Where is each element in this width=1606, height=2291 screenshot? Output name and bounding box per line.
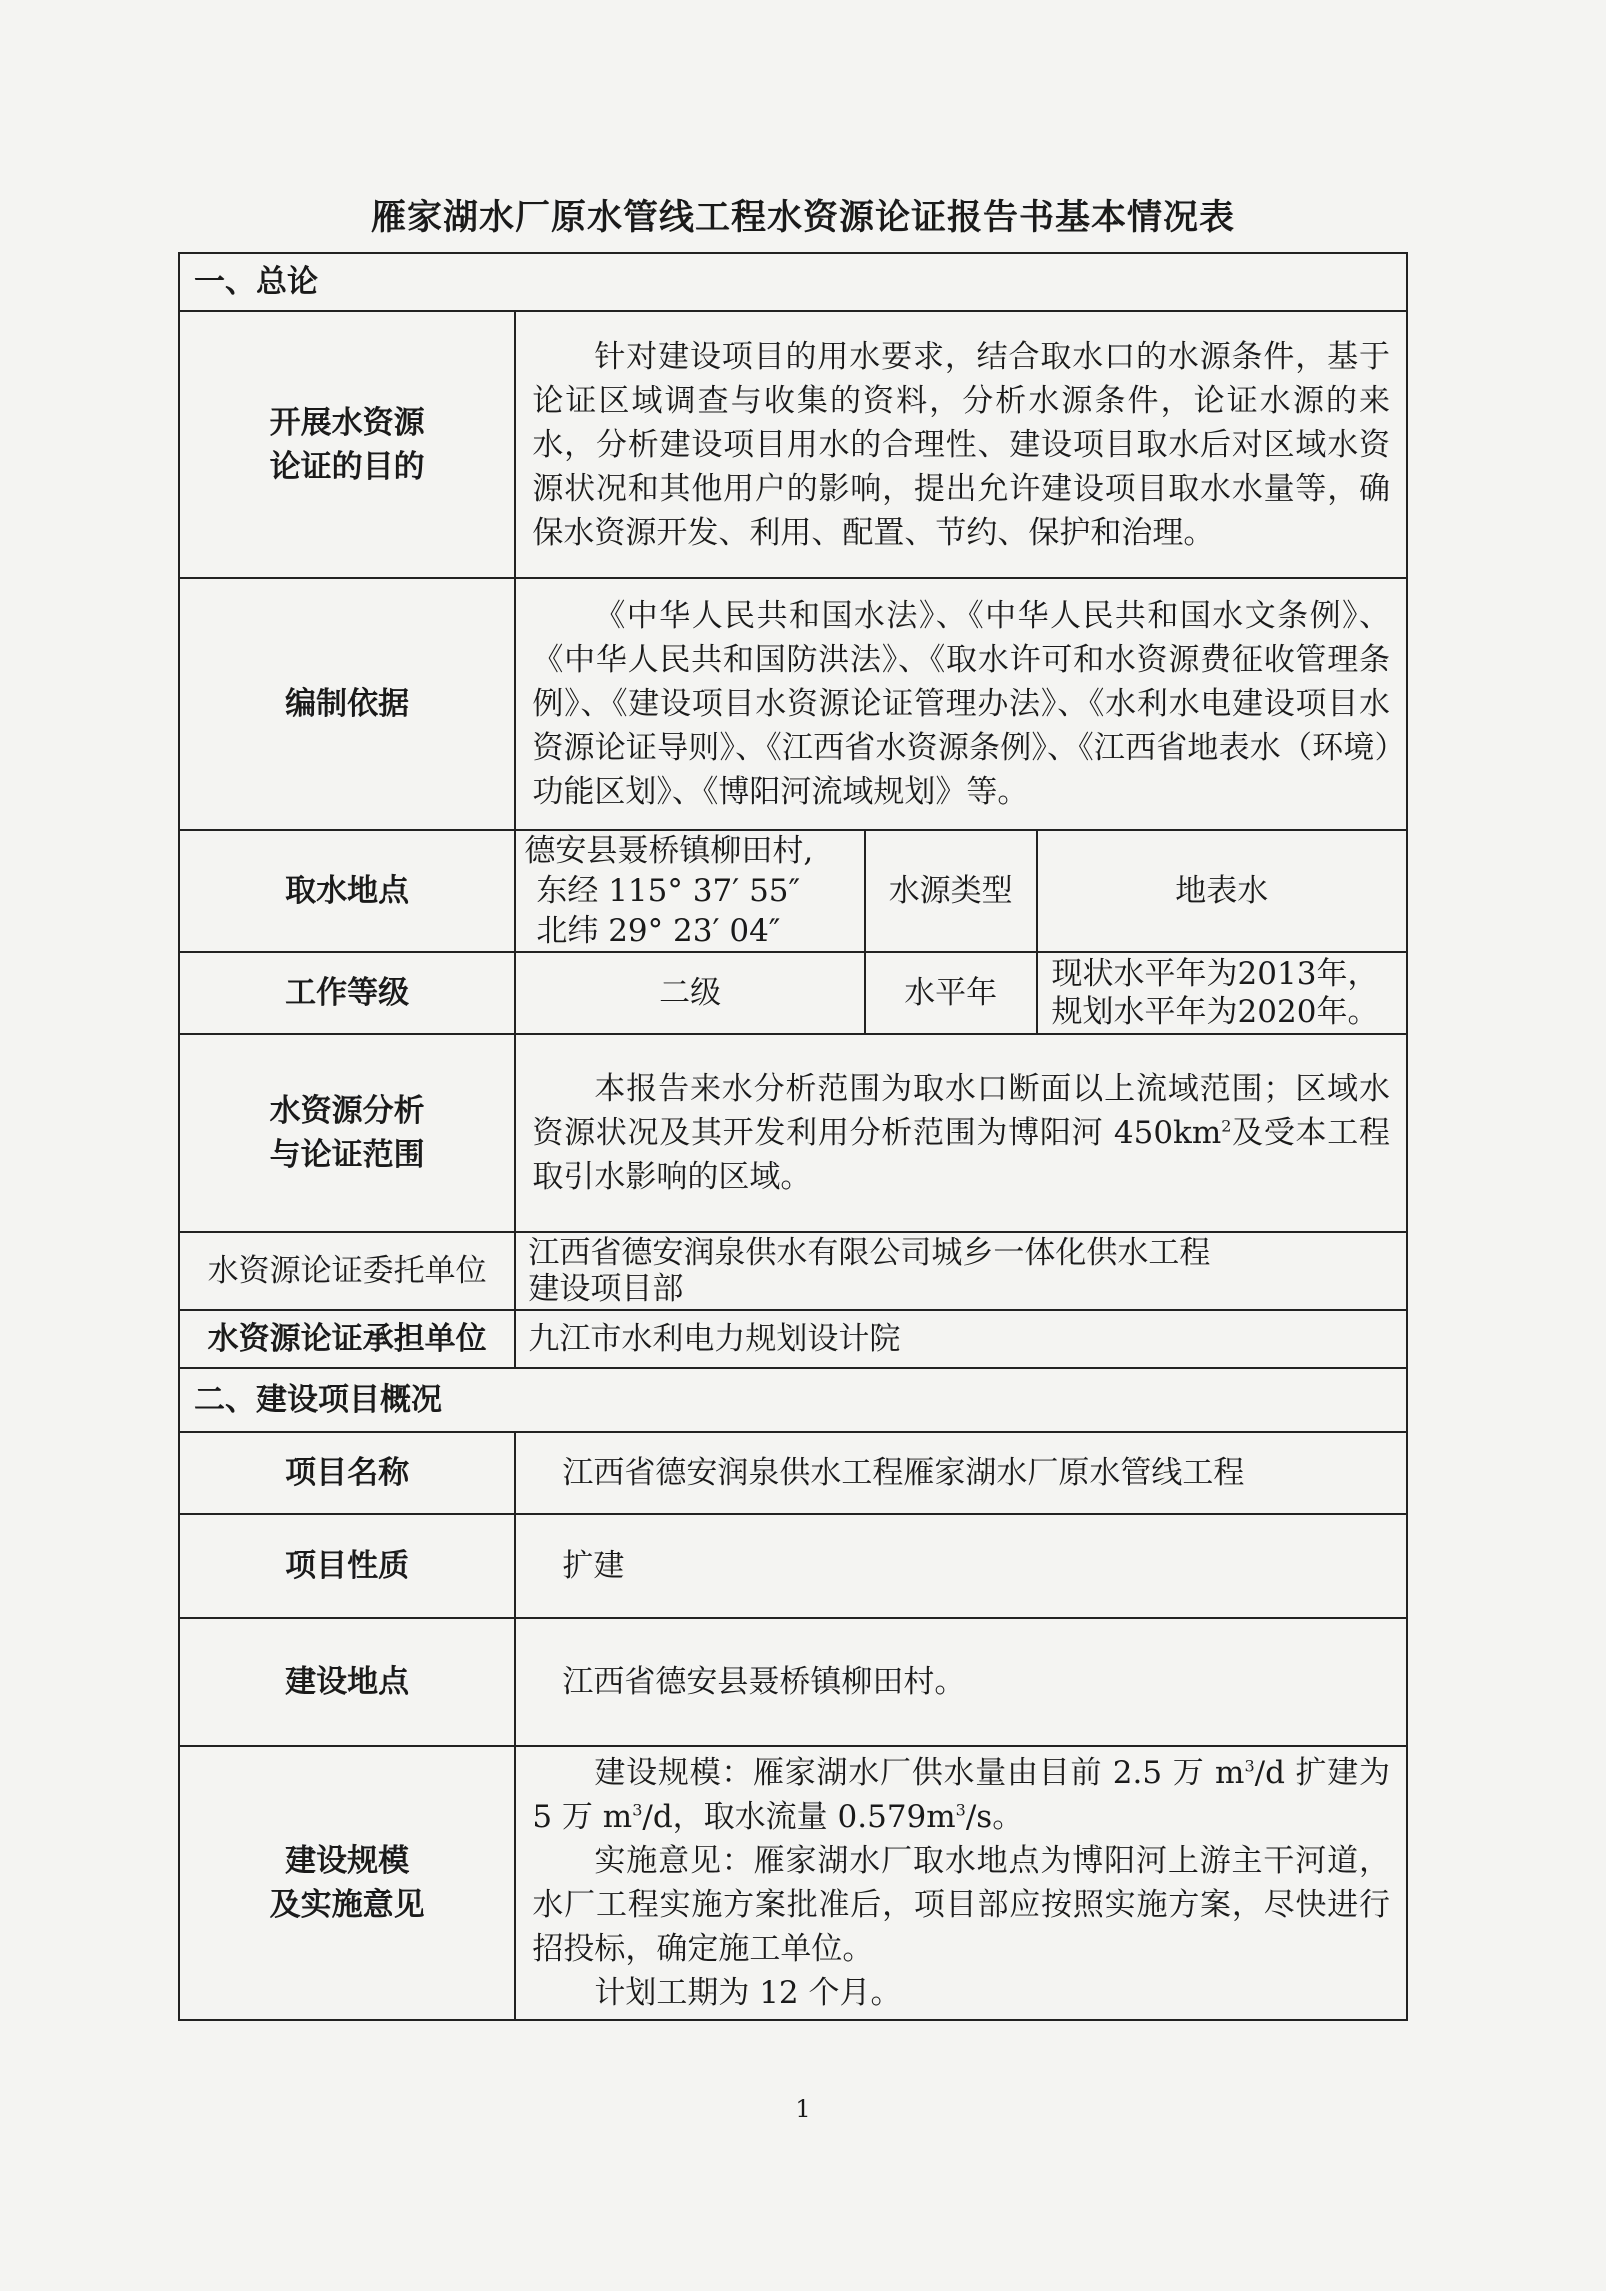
project-scale-label: 建设规模 及实施意见 <box>179 1746 515 2020</box>
project-location-label: 建设地点 <box>179 1618 515 1746</box>
intake-row <box>179 830 1407 952</box>
project-name-row <box>179 1432 1407 1514</box>
project-nature-value: 扩建 <box>515 1514 1407 1618</box>
purpose-text: 针对建设项目的用水要求，结合取水口的水源条件，基于论证区域调查与收集的资料，分析水源条件，论证水源的来水，分析建设项目用水的合理性、建设项目取水后对区域水资源状况和其他用户的影响，提出允许建设项目取水水量等，确保水资源开发、利用、配置、节约、保护和治理。 <box>515 311 1407 578</box>
section-heading-overview: 一、总论 <box>179 253 1407 311</box>
intake-location: 德安县聂桥镇柳田村, 东经 115° 37′ 55″ 北纬 29° 23′ 04″ <box>515 830 864 952</box>
section-overview-row <box>179 253 1407 311</box>
section-project-row <box>179 1368 1407 1432</box>
undertaker-row <box>179 1310 1407 1368</box>
client-label: 水资源论证委托单位 <box>179 1232 515 1310</box>
project-nature-label: 项目性质 <box>179 1514 515 1618</box>
grade-label: 工作等级 <box>179 952 515 1034</box>
undertaker-value: 九江市水利电力规划设计院 <box>515 1310 1407 1368</box>
level-year-label: 水平年 <box>865 952 1037 1034</box>
project-nature-row <box>179 1514 1407 1618</box>
project-scale-row <box>179 1746 1407 2020</box>
page-title: 雁家湖水厂原水管线工程水资源论证报告书基本情况表 <box>370 198 1235 238</box>
project-location-row <box>179 1618 1407 1746</box>
scope-text: 本报告来水分析范围为取水口断面以上流域范围；区域水资源状况及其开发利用分析范围为博阳河 $450km^2$及受本工程取引水影响的区域。 <box>515 1034 1407 1232</box>
section-heading-project: 二、建设项目概况 <box>179 1368 1407 1432</box>
page-number: 1 <box>795 2095 811 2123</box>
purpose-row <box>179 311 1407 578</box>
level-year-value: 现状水平年为2013年， 规划水平年为2020年。 <box>1037 952 1407 1034</box>
project-name-label: 项目名称 <box>179 1432 515 1514</box>
client-row <box>179 1232 1407 1310</box>
grade-row <box>179 952 1407 1034</box>
source-type-label: 水源类型 <box>865 830 1037 952</box>
basis-label: 编制依据 <box>179 578 515 830</box>
grade-value: 二级 <box>515 952 864 1034</box>
basis-row <box>179 578 1407 830</box>
scope-row <box>179 1034 1407 1232</box>
project-scale-text: 建设规模：雁家湖水厂供水量由目前 2.5 万 $m^3/d$ 扩建为 5 万 $m^3/d$，取水流量 $0.579m^3/s$。 实施意见：雁家湖水厂取水地点为博阳河上游主干河道，水厂工程实施方案批准后，项目部应按照实施方案，尽快进行招投标，确定施工单位。 计划工期为 12 个月。 <box>515 1746 1407 2020</box>
basic-info-table <box>178 252 1408 2021</box>
purpose-label: 开展水资源 论证的目的 <box>179 311 515 578</box>
basis-text: 《中华人民共和国水法》、《中华人民共和国水文条例》、《中华人民共和国防洪法》、《取水许可和水资源费征收管理条例》、《建设项目水资源论证管理办法》、《水利水电建设项目水资源论证导则》、《江西省水资源条例》、《江西省地表水（环境）功能区划》、《博阳河流域规划》等。 <box>515 578 1407 830</box>
project-location-value: 江西省德安县聂桥镇柳田村。 <box>515 1618 1407 1746</box>
undertaker-label: 水资源论证承担单位 <box>179 1310 515 1368</box>
intake-label: 取水地点 <box>179 830 515 952</box>
scope-label: 水资源分析 与论证范围 <box>179 1034 515 1232</box>
project-name-value: 江西省德安润泉供水工程雁家湖水厂原水管线工程 <box>515 1432 1407 1514</box>
client-value: 江西省德安润泉供水有限公司城乡一体化供水工程 建设项目部 <box>515 1232 1407 1310</box>
source-type-value: 地表水 <box>1037 830 1407 952</box>
